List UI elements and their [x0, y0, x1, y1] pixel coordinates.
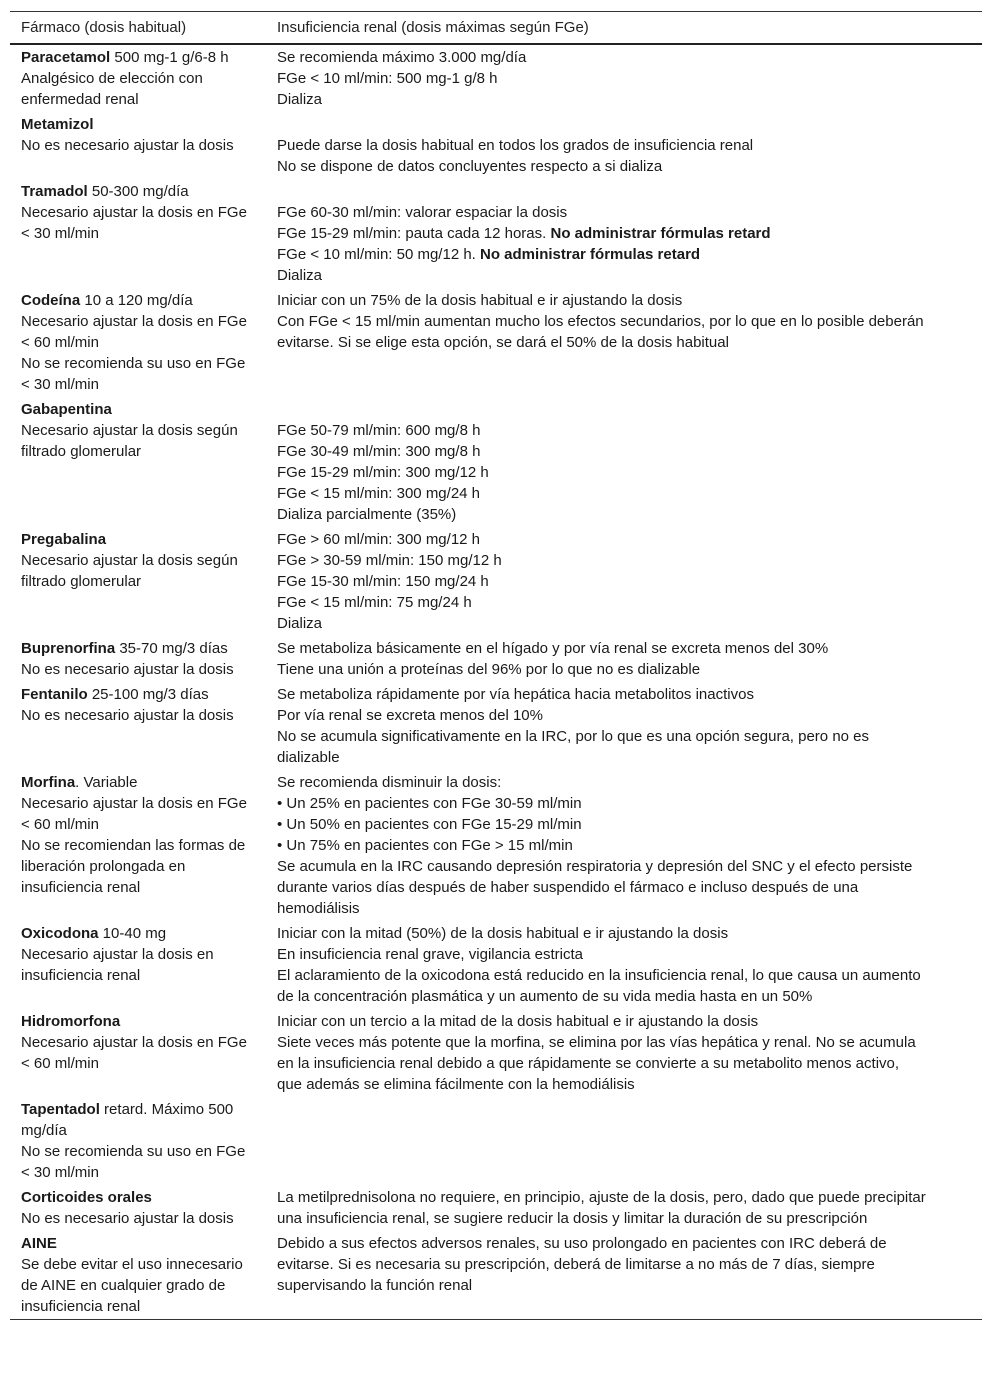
cell-line — [277, 592, 926, 613]
cell-line — [277, 965, 926, 1007]
text: FGe 15-29 ml/min: pauta cada 12 horas. — [277, 225, 551, 242]
cell-line — [277, 529, 926, 550]
text: No se recomiendan las formas de liberación prolongada en insuficiencia renal — [21, 837, 246, 896]
cell-line — [21, 923, 258, 944]
text: FGe 15-29 ml/min: 300 mg/12 h — [277, 464, 489, 481]
cell-line — [21, 529, 258, 550]
text: FGe > 60 ml/min: 300 mg/12 h — [277, 531, 481, 548]
text: FGe < 10 ml/min: 500 mg-1 g/8 h — [277, 70, 498, 87]
bold-text: Paracetamol — [21, 49, 111, 66]
cell-line — [21, 68, 258, 110]
text: Analgésico de elección con enfermedad renal — [21, 70, 203, 108]
bold-text: Codeína — [21, 292, 81, 309]
text: Dializa parcialmente (35%) — [277, 506, 457, 523]
cell-line — [277, 1032, 926, 1095]
text: FGe 15-30 ml/min: 150 mg/24 h — [277, 573, 489, 590]
cell-line — [277, 550, 926, 571]
header-drug: Fármaco (dosis habitual) — [21, 19, 187, 36]
table-row — [10, 527, 982, 636]
cell-line — [277, 944, 926, 965]
text: No se recomienda su uso en FGe < 30 ml/min — [21, 355, 246, 393]
table-body — [10, 45, 982, 1319]
renal-cell — [266, 399, 926, 525]
table-row — [10, 770, 982, 921]
bold-text: Tramadol — [21, 183, 88, 200]
cell-line — [277, 1233, 926, 1296]
cell-line — [21, 1208, 258, 1229]
text: FGe < 15 ml/min: 300 mg/24 h — [277, 485, 481, 502]
text: Se recomienda disminuir la dosis: — [277, 774, 502, 791]
drug-cell — [10, 47, 266, 110]
cell-line — [277, 223, 926, 244]
bold-text: Pregabalina — [21, 531, 107, 548]
drug-cell — [10, 114, 266, 177]
cell-line — [277, 441, 926, 462]
cell-line — [277, 793, 926, 814]
cell-line — [21, 420, 258, 462]
text: Con FGe < 15 ml/min aumentan mucho los efectos secundarios, por lo que en lo posible deberán evitarse. Si se elige esta opción, se dará el 50% de la dosis habitual — [277, 313, 924, 351]
text: Debido a sus efectos adversos renales, su uso prolongado en pacientes con IRC deberá de evitarse. Si es necesaria su prescripción, deberá de limitarse a no más de 7 días, siempre supervisando la función renal — [277, 1235, 887, 1294]
cell-line — [277, 659, 926, 680]
drug-dosing-table — [10, 11, 982, 1320]
bold-text: Fentanilo — [21, 686, 88, 703]
text: La metilprednisolona no requiere, en principio, ajuste de la dosis, pero, dado que puede precipitar una insuficiencia renal, se sugiere reducir la dosis y limitar la duración de su prescripción — [277, 1189, 926, 1227]
table-row — [10, 179, 982, 288]
text: Dializa — [277, 615, 323, 632]
drug-cell — [10, 290, 266, 395]
table-row — [10, 112, 982, 179]
text: Se metaboliza rápidamente por vía hepática hacia metabolitos inactivos — [277, 686, 754, 703]
text: Iniciar con un 75% de la dosis habitual e ir ajustando la dosis — [277, 292, 683, 309]
drug-cell — [10, 772, 266, 919]
cell-line — [21, 705, 258, 726]
bold-text: Corticoides orales — [21, 1189, 152, 1206]
renal-cell — [266, 923, 926, 1007]
text: 10-40 mg — [98, 925, 167, 942]
text: No es necesario ajustar la dosis — [21, 137, 234, 154]
cell-line — [277, 1011, 926, 1032]
text: Iniciar con un tercio a la mitad de la dosis habitual e ir ajustando la dosis — [277, 1013, 759, 1030]
cell-line — [277, 290, 926, 311]
text: Se acumula en la IRC causando depresión respiratoria y depresión del SNC y el efecto persiste durante varios días después de haber suspendido el fármaco e incluso después de una hemodiálisis — [277, 858, 913, 917]
drug-cell — [10, 529, 266, 634]
cell-line — [21, 399, 258, 420]
cell-line — [277, 47, 926, 68]
text: 500 mg-1 g/6-8 h — [110, 49, 229, 66]
text: 10 a 120 mg/día — [80, 292, 193, 309]
cell-line — [277, 684, 926, 705]
bold-text: Oxicodona — [21, 925, 99, 942]
text: Se metaboliza básicamente en el hígado y por vía renal se excreta menos del 30% — [277, 640, 829, 657]
text: No es necesario ajustar la dosis — [21, 1210, 234, 1227]
text: Se recomienda máximo 3.000 mg/día — [277, 49, 527, 66]
cell-line — [277, 856, 926, 919]
cell-line — [21, 114, 258, 135]
text: Tiene una unión a proteínas del 96% por lo que no es dializable — [277, 661, 701, 678]
table-row — [10, 288, 982, 397]
text: FGe 50-79 ml/min: 600 mg/8 h — [277, 422, 481, 439]
cell-line — [21, 1011, 258, 1032]
cell-line — [21, 1187, 258, 1208]
cell-line — [277, 135, 926, 156]
cell-line — [277, 462, 926, 483]
cell-line — [277, 772, 926, 793]
cell-line — [277, 835, 926, 856]
table-row — [10, 1009, 982, 1097]
bold-text: AINE — [21, 1235, 57, 1252]
table-row — [10, 636, 982, 682]
text: retard. Máximo 500 mg/día — [21, 1101, 234, 1139]
cell-line — [21, 47, 258, 68]
text: No es necesario ajustar la dosis — [21, 707, 234, 724]
renal-cell — [266, 638, 926, 680]
text: No se acumula significativamente en la IRC, por lo que es una opción segura, pero no es dializable — [277, 728, 870, 766]
cell-line — [21, 638, 258, 659]
cell-line — [277, 483, 926, 504]
text: 50-300 mg/día — [87, 183, 189, 200]
text: No es necesario ajustar la dosis — [21, 661, 234, 678]
cell-line — [21, 835, 258, 898]
renal-cell — [266, 290, 926, 395]
cell-line — [277, 68, 926, 89]
text: No se recomienda su uso en FGe < 30 ml/min — [21, 1143, 246, 1181]
table-row — [10, 45, 982, 112]
text: Necesario ajustar la dosis en FGe < 30 ml/min — [21, 204, 247, 242]
cell-line — [277, 265, 926, 286]
text: Se debe evitar el uso innecesario de AINE en cualquier grado de insuficiencia renal — [21, 1256, 243, 1315]
drug-cell — [10, 1099, 266, 1183]
cell-line — [21, 1233, 258, 1254]
cell-line — [21, 202, 258, 244]
cell-line — [21, 1032, 258, 1074]
cell-line — [21, 181, 258, 202]
renal-cell — [266, 114, 926, 177]
cell-line — [21, 1099, 258, 1141]
cell-line — [277, 202, 926, 223]
text: • Un 75% en pacientes con FGe > 15 ml/min — [277, 837, 573, 854]
table-row — [10, 1231, 982, 1319]
text: 25-100 mg/3 días — [87, 686, 209, 703]
text: 35-70 mg/3 días — [115, 640, 228, 657]
text: Puede darse la dosis habitual en todos los grados de insuficiencia renal — [277, 137, 754, 154]
drug-cell — [10, 1011, 266, 1095]
renal-cell — [266, 181, 926, 286]
cell-line — [277, 726, 926, 768]
text: Dializa — [277, 267, 323, 284]
text: • Un 25% en pacientes con FGe 30-59 ml/min — [277, 795, 582, 812]
cell-line — [277, 638, 926, 659]
text: Necesario ajustar la dosis en FGe < 60 ml/min — [21, 313, 247, 351]
cell-line — [277, 1187, 926, 1229]
text: El aclaramiento de la oxicodona está reducido en la insuficiencia renal, lo que causa un aumento de la concentración plasmática y un aumento de su vida media hasta en un 50% — [277, 967, 921, 1005]
cell-line — [277, 420, 926, 441]
text: FGe 30-49 ml/min: 300 mg/8 h — [277, 443, 481, 460]
bold-text: Buprenorfina — [21, 640, 116, 657]
text: Necesario ajustar la dosis en FGe < 60 ml/min — [21, 1034, 247, 1072]
renal-cell — [266, 772, 926, 919]
renal-cell — [266, 1233, 926, 1317]
text: En insuficiencia renal grave, vigilancia estricta — [277, 946, 583, 963]
cell-line — [21, 550, 258, 592]
renal-cell — [266, 1099, 926, 1183]
text: Dializa — [277, 91, 323, 108]
renal-cell — [266, 1187, 926, 1229]
renal-cell — [266, 529, 926, 634]
text: Iniciar con la mitad (50%) de la dosis habitual e ir ajustando la dosis — [277, 925, 729, 942]
table-row — [10, 1185, 982, 1231]
bold-text: Morfina — [21, 774, 76, 791]
cell-line — [21, 944, 258, 986]
text: Necesario ajustar la dosis según filtrado glomerular — [21, 552, 238, 590]
cell-line — [277, 504, 926, 525]
text: FGe < 10 ml/min: 50 mg/12 h. — [277, 246, 481, 263]
text: Necesario ajustar la dosis según filtrado glomerular — [21, 422, 238, 460]
drug-cell — [10, 638, 266, 680]
bold-text: Tapentadol — [21, 1101, 100, 1118]
drug-cell — [10, 1187, 266, 1229]
cell-line — [277, 814, 926, 835]
cell-line — [21, 311, 258, 353]
cell-line — [277, 613, 926, 634]
cell-line — [21, 659, 258, 680]
bold-text: Gabapentina — [21, 401, 112, 418]
text: . Variable — [75, 774, 138, 791]
table-row — [10, 682, 982, 770]
cell-line — [21, 135, 258, 156]
bold-text: Metamizol — [21, 116, 94, 133]
cell-line — [277, 311, 926, 353]
cell-line — [21, 684, 258, 705]
drug-cell — [10, 399, 266, 525]
bold-text: No administrar fórmulas retard — [550, 225, 771, 242]
renal-cell — [266, 47, 926, 110]
table-row — [10, 1097, 982, 1185]
cell-line — [21, 1141, 258, 1183]
cell-line — [21, 772, 258, 793]
table-header — [10, 12, 982, 45]
text: Necesario ajustar la dosis en FGe < 60 ml/min — [21, 795, 247, 833]
cell-line — [21, 793, 258, 835]
text: FGe 60-30 ml/min: valorar espaciar la dosis — [277, 204, 568, 221]
cell-line — [21, 353, 258, 395]
cell-line — [277, 89, 926, 110]
bold-text: No administrar fórmulas retard — [480, 246, 701, 263]
text: FGe < 15 ml/min: 75 mg/24 h — [277, 594, 472, 611]
drug-cell — [10, 181, 266, 286]
text: Por vía renal se excreta menos del 10% — [277, 707, 543, 724]
drug-cell — [10, 1233, 266, 1317]
renal-cell — [266, 1011, 926, 1095]
text: No se dispone de datos concluyentes respecto a si dializa — [277, 158, 663, 175]
text: FGe > 30-59 ml/min: 150 mg/12 h — [277, 552, 502, 569]
cell-line — [277, 244, 926, 265]
cell-line — [21, 1254, 258, 1317]
cell-line — [277, 705, 926, 726]
renal-cell — [266, 684, 926, 768]
text: Necesario ajustar la dosis en insuficiencia renal — [21, 946, 214, 984]
cell-line — [277, 156, 926, 177]
bold-text: Hidromorfona — [21, 1013, 121, 1030]
cell-line — [21, 290, 258, 311]
table-row — [10, 397, 982, 527]
table-row — [10, 921, 982, 1009]
text: Siete veces más potente que la morfina, se elimina por las vías hepática y renal. No se acumula en la insuficiencia renal debido a que rápidamente se convierte a su metabolito menos activo, que además se elimina fácilmente con la hemodiálisis — [277, 1034, 916, 1093]
drug-cell — [10, 923, 266, 1007]
text: • Un 50% en pacientes con FGe 15-29 ml/min — [277, 816, 582, 833]
cell-line — [277, 923, 926, 944]
cell-line — [277, 571, 926, 592]
header-renal: Insuficiencia renal (dosis máximas según FGe) — [277, 19, 589, 36]
drug-cell — [10, 684, 266, 768]
